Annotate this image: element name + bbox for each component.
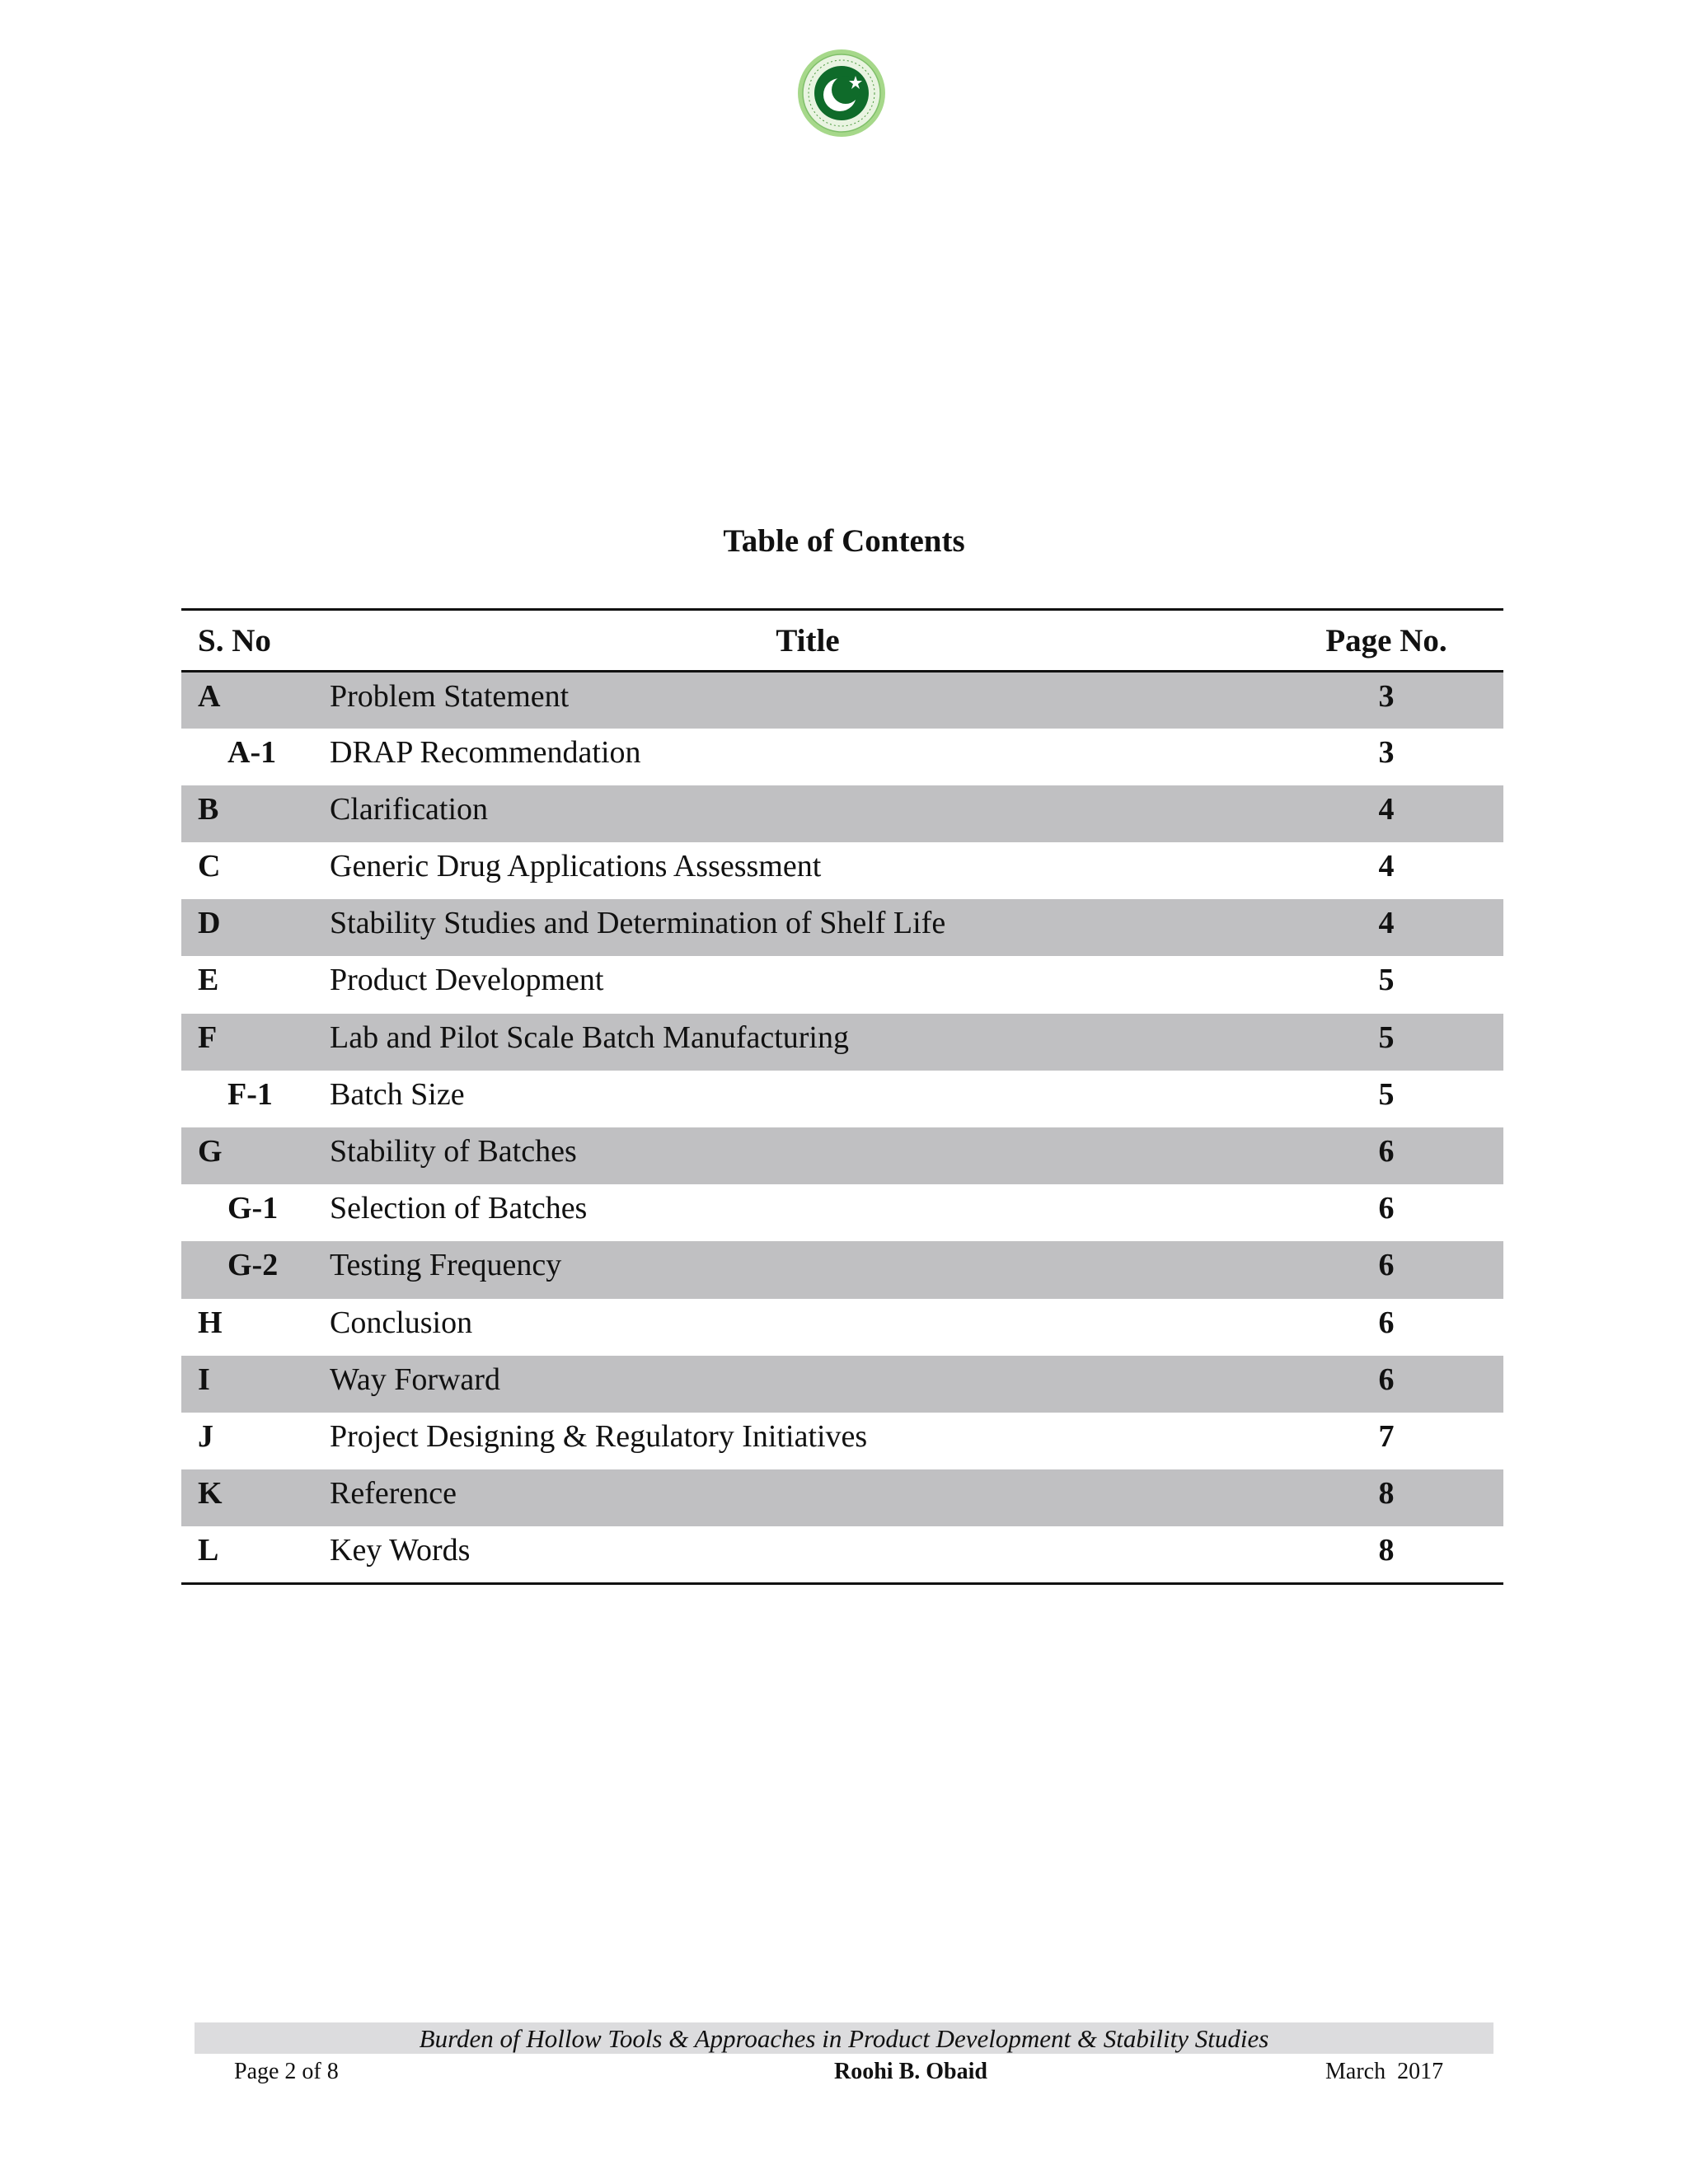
toc-row-title: Problem Statement bbox=[330, 672, 1286, 729]
footer-author: Roohi B. Obaid bbox=[834, 2059, 987, 2084]
toc-row bbox=[181, 729, 1503, 785]
toc-row-sno: C bbox=[198, 849, 221, 884]
toc-row-title: Key Words bbox=[330, 1533, 471, 1568]
toc-row-sno: G bbox=[181, 1127, 330, 1184]
toc-row-sno: A-1 bbox=[227, 734, 277, 770]
toc-row-page: 5 bbox=[1378, 963, 1395, 998]
toc-row-page: 6 bbox=[1378, 1191, 1395, 1226]
toc-row bbox=[181, 1299, 1503, 1356]
toc-row-title: Way Forward bbox=[330, 1356, 1286, 1413]
toc-row bbox=[181, 1413, 1503, 1469]
toc-row bbox=[181, 672, 1503, 729]
crescent-star-seal-icon bbox=[796, 48, 887, 138]
column-header-sno: S. No bbox=[181, 610, 330, 672]
toc-table bbox=[181, 608, 1503, 1585]
toc-row-sno: J bbox=[198, 1418, 213, 1454]
toc-row-title: Selection of Batches bbox=[330, 1191, 588, 1226]
column-header-title: Title bbox=[330, 610, 1286, 672]
toc-row-sno: E bbox=[198, 963, 219, 998]
footer-page-number: Page 2 of 8 bbox=[234, 2059, 339, 2084]
toc-row-sno: B bbox=[181, 785, 330, 842]
toc-row-sno: F-1 bbox=[227, 1076, 273, 1112]
toc-row-sno: F bbox=[181, 1014, 330, 1071]
toc-row-title: Product Development bbox=[330, 963, 604, 998]
toc-row-sno: D bbox=[181, 899, 330, 956]
toc-row-page: 5 bbox=[1378, 1076, 1395, 1112]
toc-row-title: Project Designing & Regulatory Initiatives bbox=[330, 1418, 868, 1454]
toc-row-title: Reference bbox=[330, 1469, 1286, 1526]
toc-row bbox=[181, 1356, 1503, 1413]
toc-body bbox=[181, 672, 1503, 1584]
toc-row bbox=[181, 1184, 1503, 1241]
footer-doc-title: Burden of Hollow Tools & Approaches in Product Development & Stability Studies bbox=[419, 2024, 1269, 2053]
toc-row-page: 8 bbox=[1286, 1469, 1503, 1526]
toc-row-title: Stability Studies and Determination of Shelf Life bbox=[330, 899, 1286, 956]
toc-row-sno: L bbox=[198, 1533, 219, 1568]
toc-row bbox=[181, 1469, 1503, 1526]
toc-row-page: 6 bbox=[1286, 1356, 1503, 1413]
toc-row bbox=[181, 899, 1503, 956]
toc-row-sno: A bbox=[181, 672, 330, 729]
toc-row-page: 6 bbox=[1286, 1241, 1503, 1298]
toc-row bbox=[181, 1526, 1503, 1583]
toc-row-page: 4 bbox=[1286, 899, 1503, 956]
toc-row-sno: G-1 bbox=[227, 1191, 279, 1226]
column-header-page: Page No. bbox=[1286, 610, 1503, 672]
logo bbox=[796, 48, 887, 138]
toc-row-sno: I bbox=[181, 1356, 330, 1413]
toc-row-title: Testing Frequency bbox=[330, 1241, 1286, 1298]
toc-row-sno: K bbox=[181, 1469, 330, 1526]
toc-row-page: 6 bbox=[1286, 1127, 1503, 1184]
toc-row-page: 3 bbox=[1378, 734, 1395, 770]
toc-row-page: 6 bbox=[1378, 1305, 1395, 1340]
toc-row bbox=[181, 1241, 1503, 1298]
toc-row-title: Clarification bbox=[330, 785, 1286, 842]
toc-row-page: 3 bbox=[1286, 672, 1503, 729]
toc-row bbox=[181, 956, 1503, 1013]
toc-row bbox=[181, 1127, 1503, 1184]
footer-date: March 2017 bbox=[1325, 2059, 1444, 2084]
toc-row-title: Stability of Batches bbox=[330, 1127, 1286, 1184]
toc-row-title: Conclusion bbox=[330, 1305, 473, 1340]
toc-row bbox=[181, 1014, 1503, 1071]
toc-row bbox=[181, 785, 1503, 842]
toc-row-title: Batch Size bbox=[330, 1076, 465, 1112]
toc-row-sno: H bbox=[198, 1305, 223, 1340]
toc-row bbox=[181, 842, 1503, 899]
toc-row-title: DRAP Recommendation bbox=[330, 734, 641, 770]
toc-row bbox=[181, 1071, 1503, 1127]
toc-header-row bbox=[181, 610, 1503, 672]
toc-title: Table of Contents bbox=[723, 523, 965, 559]
toc-row-page: 5 bbox=[1286, 1014, 1503, 1071]
toc-row-sno: G-2 bbox=[181, 1241, 330, 1298]
toc-row-page: 4 bbox=[1286, 785, 1503, 842]
toc-row-page: 8 bbox=[1378, 1533, 1395, 1568]
toc-row-title: Lab and Pilot Scale Batch Manufacturing bbox=[330, 1014, 1286, 1071]
toc-row-page: 4 bbox=[1378, 849, 1395, 884]
toc-row-title: Generic Drug Applications Assessment bbox=[330, 849, 822, 884]
toc-row-page: 7 bbox=[1378, 1418, 1395, 1454]
